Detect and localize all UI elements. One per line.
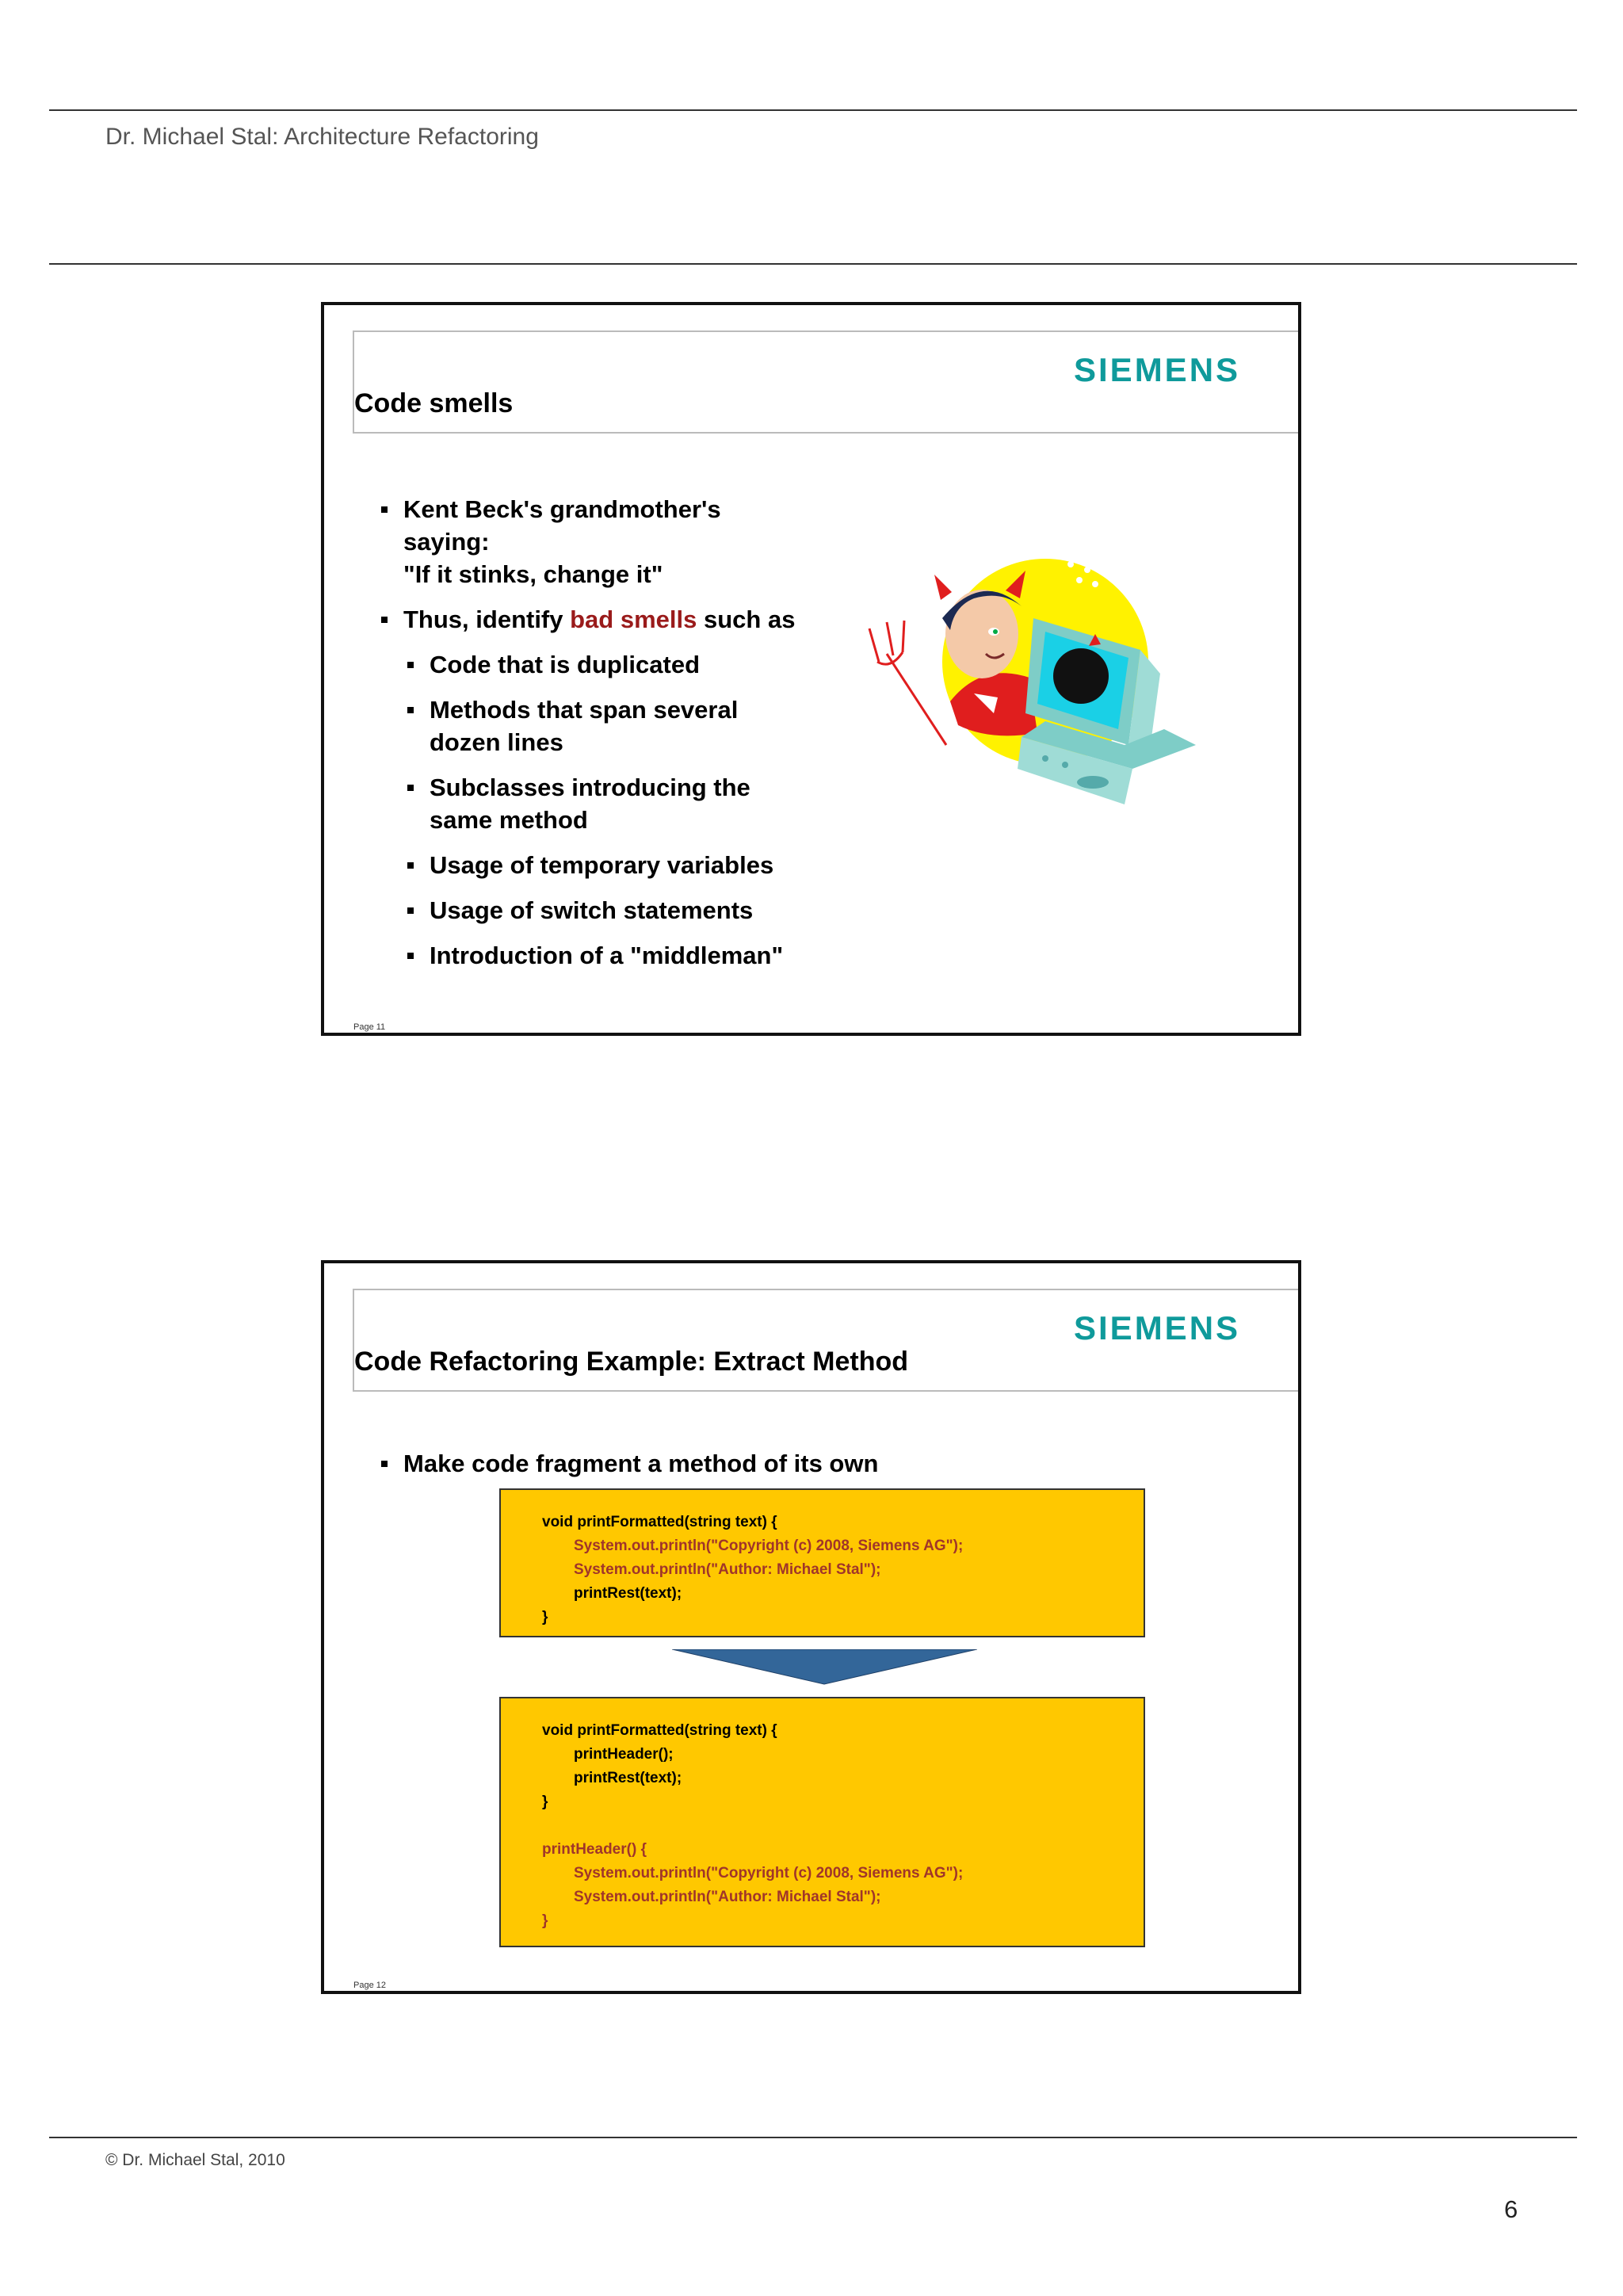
header-rule [49,263,1577,265]
footer-copyright: © Dr. Michael Stal, 2010 [105,2151,285,2169]
code-line: printRest(text); [574,1585,682,1602]
bad-smells-highlight: bad smells [570,606,697,633]
slide-page-label: Page 12 [353,1981,386,1990]
devil-computer-illustration [863,543,1228,828]
code-line: System.out.println("Copyright (c) 2008, Siemens AG"); [574,1865,964,1881]
sub-bullet: Usage of switch statements [380,894,795,926]
code-line: void printFormatted(string text) { [542,1722,777,1739]
bomb-icon [1053,648,1109,704]
code-line: System.out.println("Author: Michael Stal"); [574,1889,881,1905]
bullet-list [380,493,795,972]
document-title: Dr. Michael Stal: Architecture Refactoring [105,124,539,150]
code-line: } [542,1912,548,1929]
slide-page-label: Page 11 [353,1022,386,1032]
devil-head [945,590,1018,678]
siemens-logo: SIEMENS [1074,351,1241,388]
slide-title: Code Refactoring Example: Extract Method [354,1347,909,1377]
sub-bullet: Usage of temporary variables [380,849,795,881]
top-rule [49,109,1577,111]
slide-extract-method [321,1260,1301,1994]
code-line: System.out.println("Author: Michael Stal"); [574,1561,881,1578]
bullet-list [380,1447,878,1480]
sub-bullet: Code that is duplicated [380,648,795,681]
page-number: 6 [1504,2195,1518,2223]
code-line: } [542,1609,548,1626]
siemens-logo: SIEMENS [1074,1309,1241,1347]
code-before-box [499,1488,1145,1637]
down-arrow-icon [672,1649,977,1686]
code-after-box [499,1697,1145,1947]
bullet-identify-bad-smells: Thus, identify bad smells such as [380,603,795,636]
slide-title: Code smells [354,388,514,418]
bullet-kent-beck: Kent Beck's grandmother's saying: "If it stinks, change it" [380,493,795,590]
code-line: printHeader(); [574,1746,674,1763]
code-line: printRest(text); [574,1770,682,1786]
slide-code-smells [321,302,1301,1036]
code-line: System.out.println("Copyright (c) 2008, Siemens AG"); [574,1538,964,1554]
sub-bullet: Methods that span several dozen lines [380,693,795,758]
bullet-make-method: Make code fragment a method of its own [380,1447,878,1480]
sub-bullet: Introduction of a "middleman" [380,939,795,972]
sub-bullet: Subclasses introducing the same method [380,771,795,836]
footer-rule [49,2137,1577,2138]
code-line: } [542,1794,548,1810]
code-line: printHeader() { [542,1841,647,1858]
code-line: void printFormatted(string text) { [542,1514,777,1530]
